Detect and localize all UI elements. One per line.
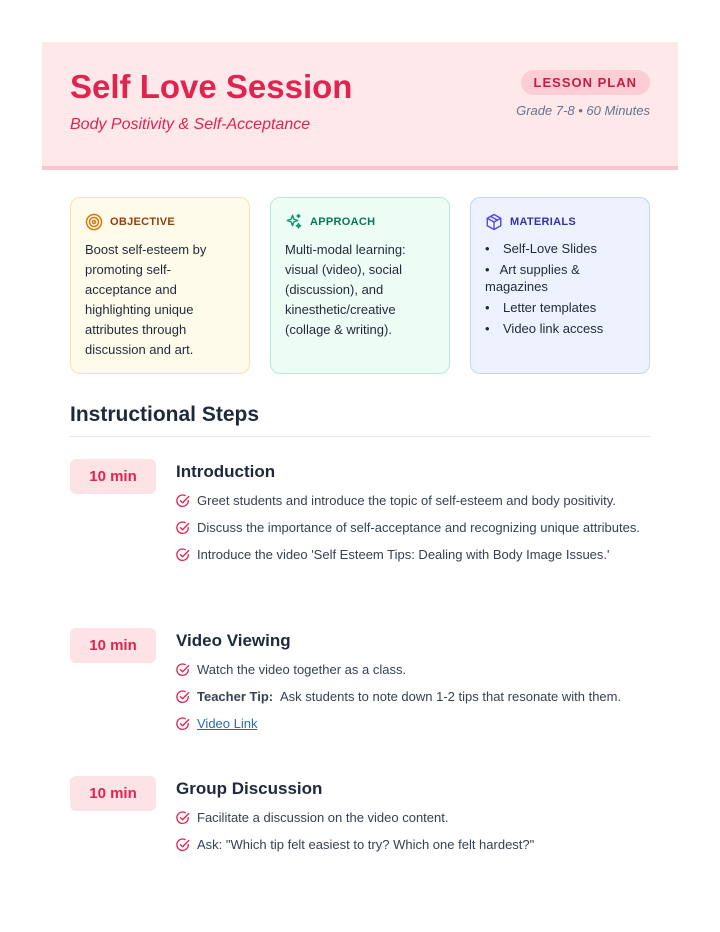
materials-item: • Video link access [485, 320, 635, 337]
approach-card [270, 197, 450, 374]
list-item: Greet students and introduce the topic of self-esteem and body positivity. [176, 491, 650, 511]
materials-item: • Art supplies & magazines [485, 261, 635, 295]
time-badge: 10 min [70, 776, 156, 811]
section-divider [70, 436, 650, 437]
list-item: Watch the video together as a class. [176, 660, 650, 680]
objective-card [70, 197, 250, 374]
check-circle-icon [176, 811, 190, 825]
step-title: Video Viewing [176, 631, 291, 650]
objective-label: OBJECTIVE [110, 216, 176, 228]
video-link[interactable]: Video Link [197, 716, 258, 731]
check-circle-icon [176, 690, 190, 704]
check-circle-icon [176, 717, 190, 731]
approach-text: Multi-modal learning: visual (video), social (discussion), and kinesthetic/creative (collage & writing). [285, 242, 406, 337]
objective-text: Boost self-esteem by promoting self-acceptance and highlighting unique attributes through discussion and art. [85, 242, 207, 357]
list-item: Introduce the video 'Self Esteem Tips: Dealing with Body Image Issues.' [176, 545, 650, 565]
step-list [176, 660, 650, 741]
check-circle-icon [176, 838, 190, 852]
list-item [176, 714, 650, 734]
approach-label: APPROACH [310, 216, 376, 228]
materials-card [470, 197, 650, 374]
time-badge: 10 min [70, 628, 156, 663]
lesson-header [42, 42, 678, 170]
step-list [176, 491, 650, 572]
list-item: Ask: "Which tip felt easiest to try? Which one felt hardest?" [176, 835, 650, 855]
check-circle-icon [176, 663, 190, 677]
list-item: Discuss the importance of self-acceptance and recognizing unique attributes. [176, 518, 650, 538]
check-circle-icon [176, 521, 190, 535]
page-subtitle: Body Positivity & Self-Acceptance [70, 116, 311, 133]
materials-item: • Letter templates [485, 299, 635, 316]
check-circle-icon [176, 494, 190, 508]
list-item: Teacher Tip: Ask students to note down 1-2 tips that resonate with them. [176, 687, 650, 707]
lesson-plan-badge: LESSON PLAN [521, 70, 650, 95]
sparkles-icon [285, 213, 303, 231]
time-badge: 10 min [70, 459, 156, 494]
objective-card-header [85, 212, 235, 232]
page-title: Self Love Session [70, 68, 353, 105]
materials-list [485, 240, 635, 337]
grade-duration-meta: Grade 7-8 • 60 Minutes [516, 103, 650, 118]
approach-card-header [285, 212, 435, 232]
teacher-tip-label: Teacher Tip: [197, 689, 274, 704]
check-circle-icon [176, 548, 190, 562]
step-list [176, 808, 650, 862]
materials-item: • Self-Love Slides [485, 240, 635, 257]
step-title: Group Discussion [176, 779, 323, 798]
box-icon [485, 213, 503, 231]
step-title: Introduction [176, 462, 276, 481]
list-item: Facilitate a discussion on the video content. [176, 808, 650, 828]
section-title: Instructional Steps [70, 403, 260, 426]
materials-card-header [485, 212, 635, 232]
target-icon [85, 213, 103, 231]
materials-label: MATERIALS [510, 216, 577, 228]
